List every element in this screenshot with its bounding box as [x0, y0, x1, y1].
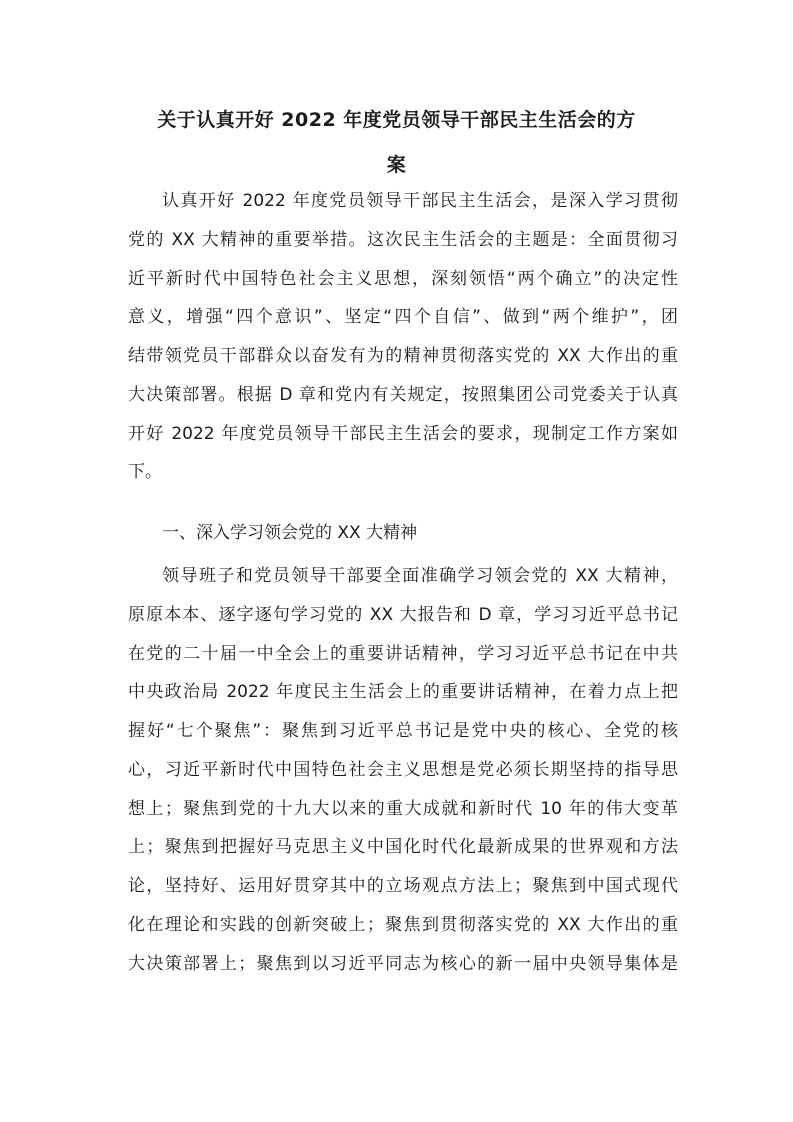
paragraph-line: 在党的二十届一中全会上的重要讲话精神，学习习近平总书记在中共 [128, 644, 678, 664]
paragraph-line: 意义，增强“四个意识”、坚定“四个自信”、做到“两个维护”，团 [128, 307, 678, 327]
paragraph-line: 大决策部署上；聚焦到以习近平同志为核心的新一届中央领导集体是 [128, 954, 678, 974]
paragraph-line: 原原本本、逐字逐句学习党的 XX 大报告和 D 章，学习习近平总书记 [128, 605, 678, 625]
paragraph-line: 认真开好 2022 年度党员领导干部民主生活会，是深入学习贯彻 [162, 191, 678, 211]
paragraph-line: 化在理论和实践的创新突破上；聚焦到贯彻落实党的 XX 大作出的重 [128, 915, 678, 935]
section-heading: 一、深入学习领会党的 XX 大精神 [162, 523, 418, 543]
document-title-line-2: 案 [386, 154, 407, 176]
paragraph-line: 心，习近平新时代中国特色社会主义思想是党必须长期坚持的指导思 [128, 760, 678, 780]
paragraph-line: 论，坚持好、运用好贯穿其中的立场观点方法上；聚焦到中国式现代 [128, 876, 678, 896]
paragraph-line: 近平新时代中国特色社会主义思想，深刻领悟“两个确立”的决定性 [128, 269, 678, 289]
paragraph-line: 大决策部署。根据 D 章和党内有关规定，按照集团公司党委关于认真 [128, 385, 678, 405]
paragraph-line: 党的 XX 大精神的重要举措。这次民主生活会的主题是：全面贯彻习 [128, 230, 678, 250]
paragraph-line: 领导班子和党员领导干部要全面准确学习领会党的 XX 大精神， [162, 566, 678, 586]
paragraph-line: 开好 2022 年度党员领导干部民主生活会的要求，现制定工作方案如 [128, 424, 678, 444]
paragraph-line: 中央政治局 2022 年度民主生活会上的重要讲话精神，在着力点上把 [128, 682, 678, 702]
paragraph-line: 想上；聚焦到党的十九大以来的重大成就和新时代 10 年的伟大变革 [128, 799, 678, 819]
document-title-line-1: 关于认真开好 2022 年度党员领导干部民主生活会的方 [157, 109, 636, 131]
paragraph-line: 上；聚焦到把握好马克思主义中国化时代化最新成果的世界观和方法 [128, 837, 678, 857]
paragraph-line: 握好“七个聚焦”：聚焦到习近平总书记是党中央的核心、全党的核 [128, 721, 678, 741]
paragraph-line: 下。 [128, 462, 162, 482]
paragraph-line: 结带领党员干部群众以奋发有为的精神贯彻落实党的 XX 大作出的重 [128, 346, 678, 366]
